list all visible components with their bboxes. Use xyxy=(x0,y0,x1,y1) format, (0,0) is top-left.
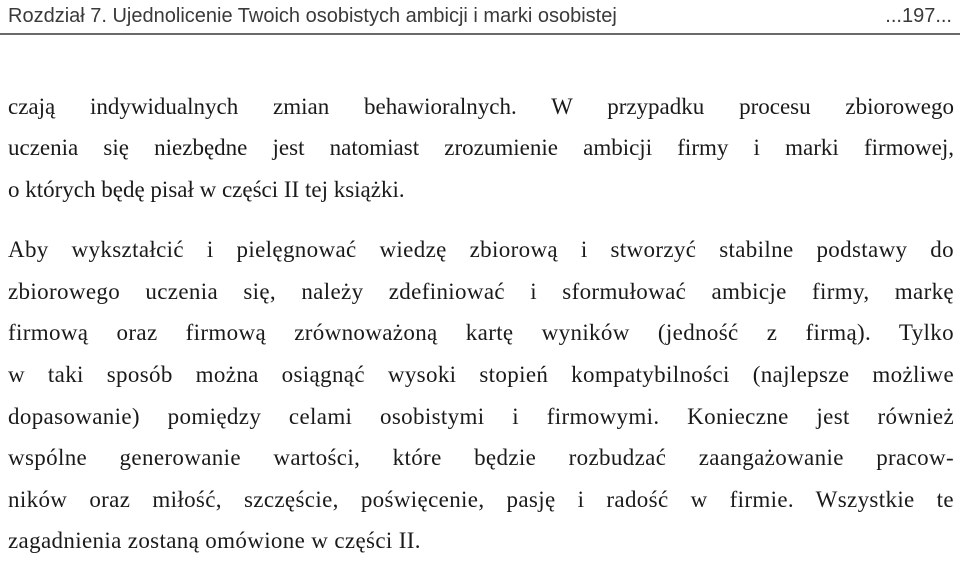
text-line: dopasowanie) pomiędzy celami osobistymi i firmowymi. Konieczne jest również xyxy=(8,403,954,429)
text-line: zagadnienia zostaną omówione w części II. xyxy=(8,528,421,554)
paragraph-1 xyxy=(8,86,954,210)
running-header xyxy=(8,0,952,32)
page-number: ...197... xyxy=(885,4,952,27)
text-line: uczenia się niezbędne jest natomiast zrozumienie ambicji firmy i marki firmowej, xyxy=(8,135,954,161)
text-line: firmową oraz firmową zrównoważoną kartę wyników (jedność z firmą). Tylko xyxy=(8,320,954,346)
text-line: o których będę pisał w części II tej książki. xyxy=(8,176,405,202)
text-line: wspólne generowanie wartości, które będzie rozbudzać zaangażowanie pracow- xyxy=(8,445,954,471)
chapter-title: Rozdział 7. Ujednolicenie Twoich osobistych ambicji i marki osobistej xyxy=(8,4,617,27)
text-line: Aby wykształcić i pielęgnować wiedzę zbiorową i stworzyć stabilne podstawy do xyxy=(8,237,954,263)
paragraph-2 xyxy=(8,229,954,562)
text-line: w taki sposób można osiągnąć wysoki stopień kompatybilności (najlepsze możliwe xyxy=(8,362,954,387)
header-divider xyxy=(0,33,960,35)
text-line: zbiorowego uczenia się, należy zdefiniować i sformułować ambicje firmy, markę xyxy=(8,278,954,304)
text-line: czają indywidualnych zmian behawioralnych. W przypadku procesu zbiorowego xyxy=(8,94,954,119)
page-body xyxy=(8,86,954,562)
text-line: ników oraz miłość, szczęście, poświęcenie, pasję i radość w firmie. Wszystkie te xyxy=(8,486,954,512)
